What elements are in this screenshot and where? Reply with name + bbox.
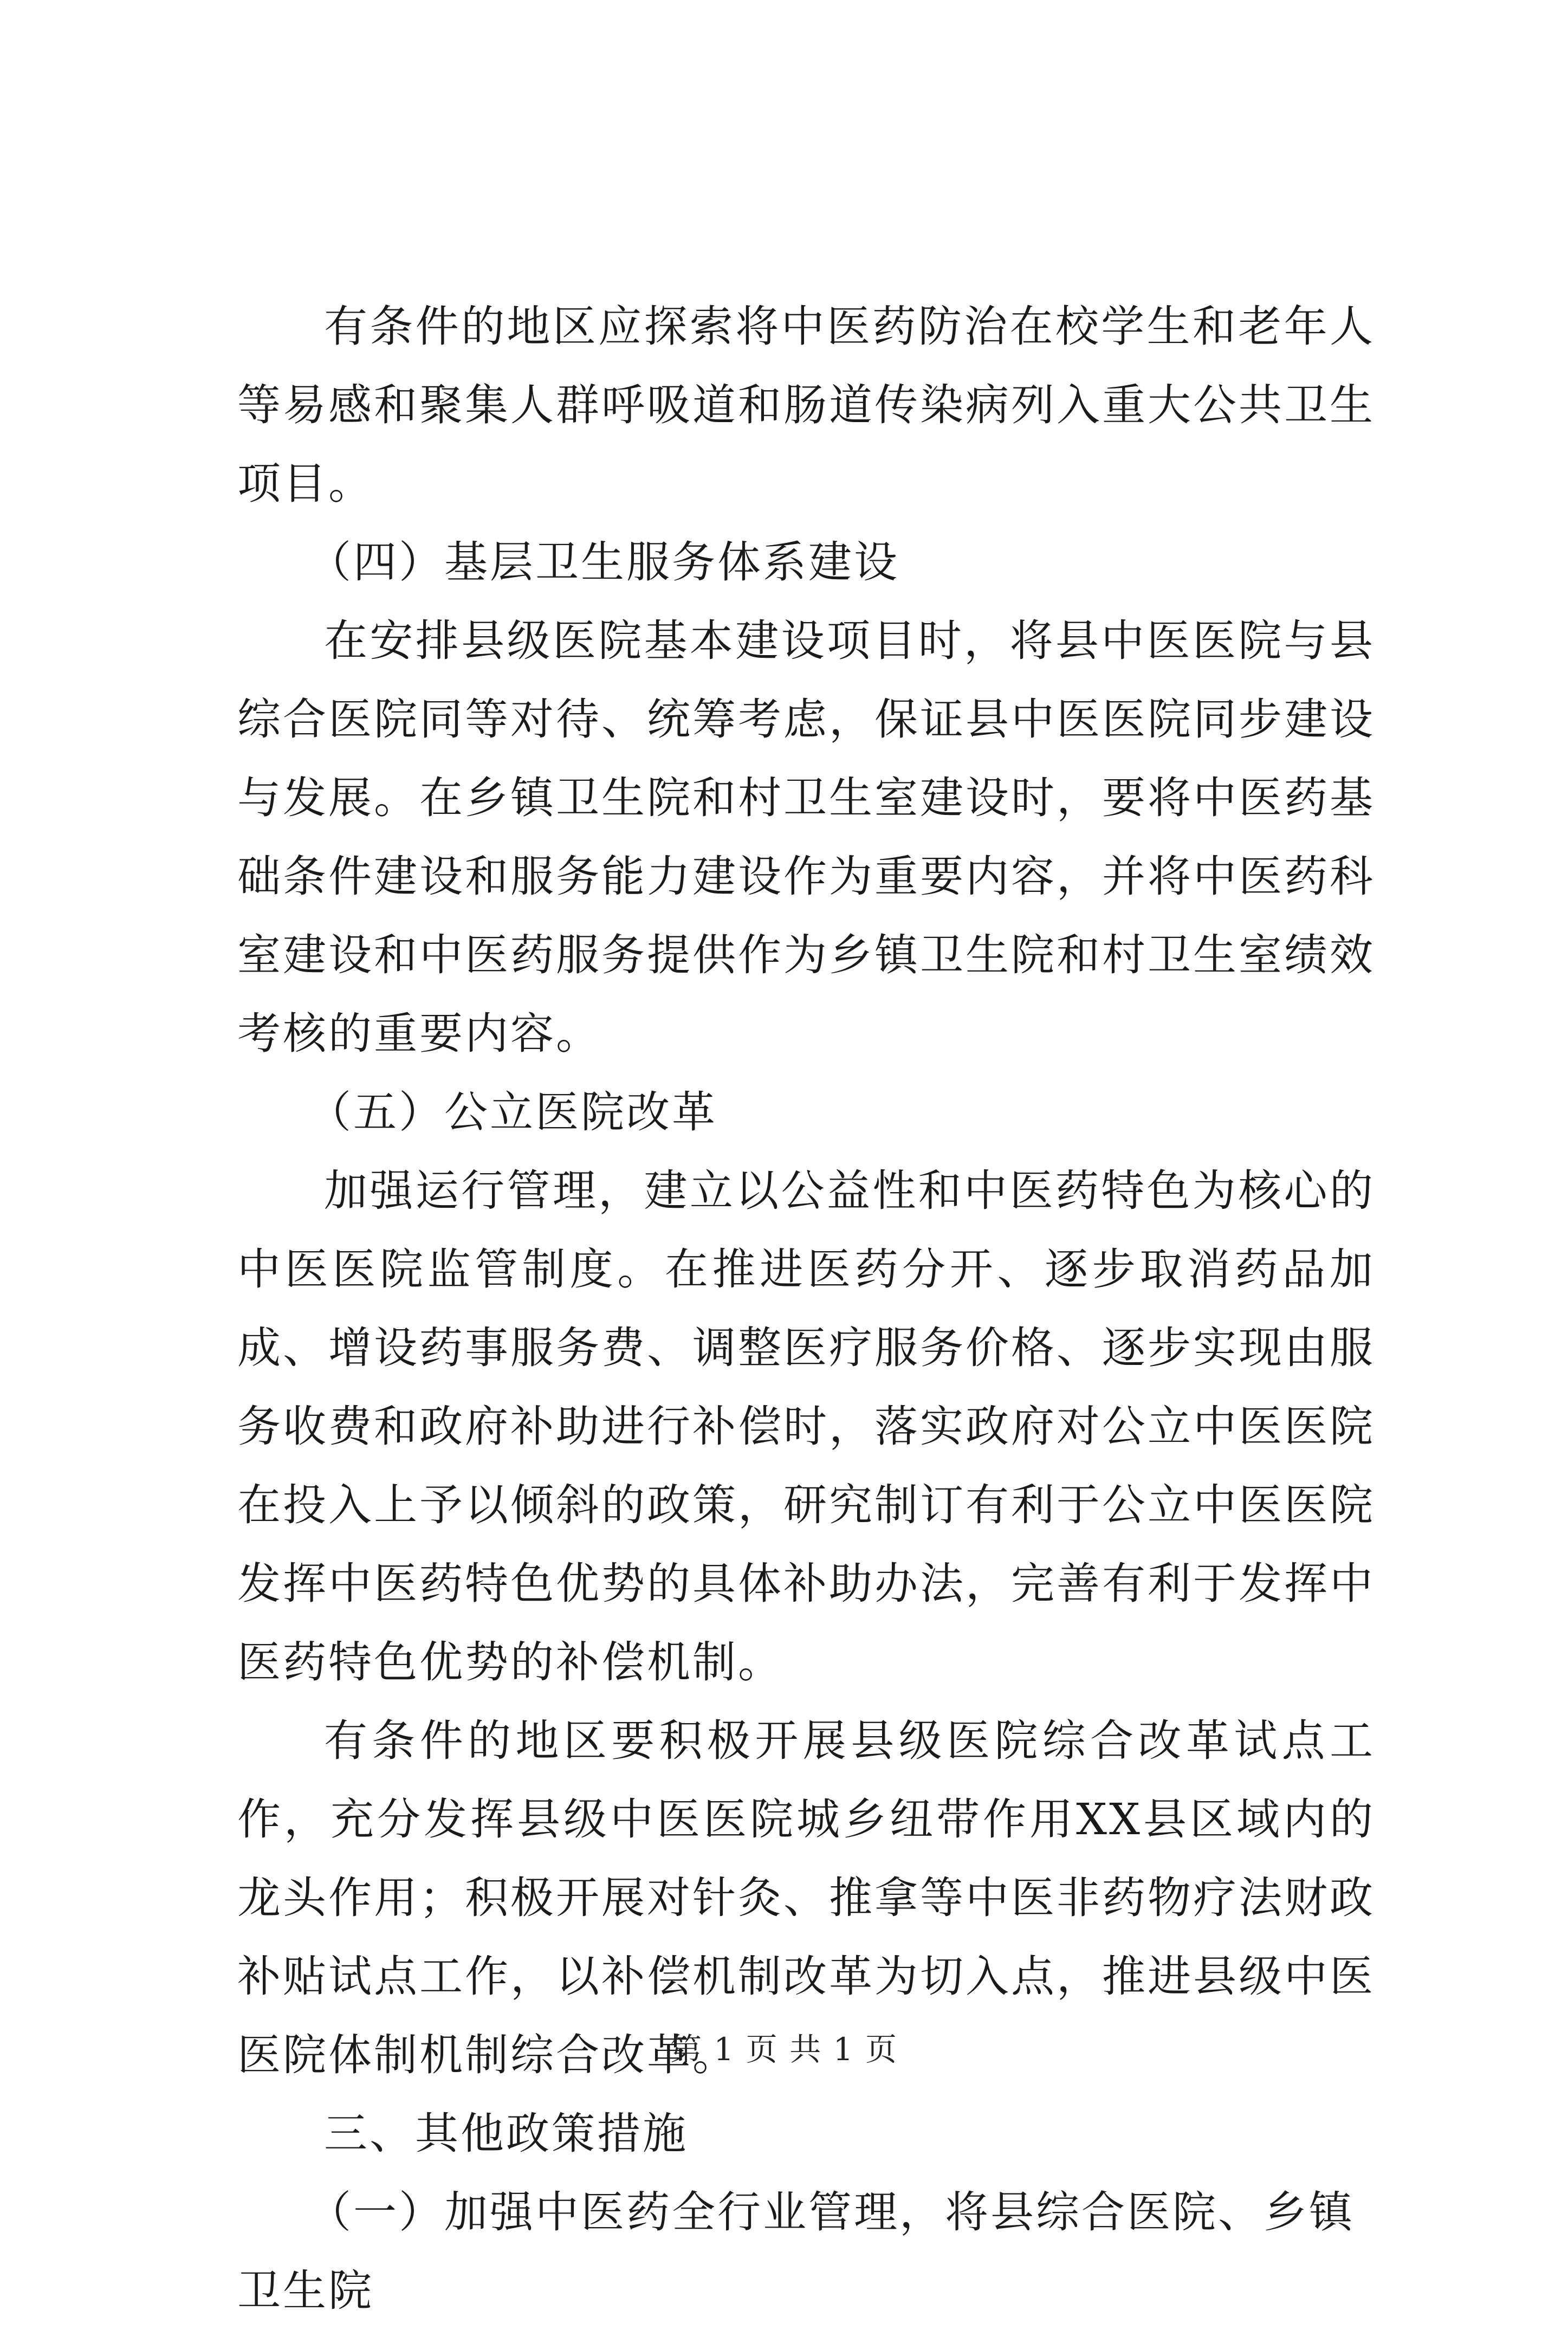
- section-heading-other-policies: 三、其他政策措施: [324, 2108, 688, 2159]
- paragraph-operation-management: 加强运行管理，建立以公益性和中医药特色为核心的中医医院监管制度。在推进医药分开、逐步取消药品加成、增设药事服务费、调整医疗服务价格、逐步实现由服务收费和政府补助进行补偿时，落实政府对公立中医医院在投入上予以倾斜的政策，研究制订有利于公立中医医院发挥中医药特色优势的具体补助办法，完善有利于发挥中医药特色优势的补偿机制。: [237, 1166, 1375, 1687]
- paragraph-public-health: 有条件的地区应探索将中医药防治在校学生和老年人等易感和聚集人群呼吸道和肠道传染病列入重大公共卫生项目。: [237, 301, 1375, 509]
- section-heading-grassroots: （四）基层卫生服务体系建设: [308, 537, 899, 587]
- section-heading-public-hospital-reform: （五）公立医院改革: [308, 1087, 717, 1137]
- paragraph-industry-management: （一）加强中医药全行业管理，将县综合医院、乡镇卫生院: [237, 2187, 1355, 2316]
- paragraph-county-hospital-construction: 在安排县级医院基本建设项目时，将县中医医院与县综合医院同等对待、统筹考虑，保证县中医医院同步建设与发展。在乡镇卫生院和村卫生室建设时，要将中医药基础条件建设和服务能力建设作为重要内容，并将中医药科室建设和中医药服务提供作为乡镇卫生院和村卫生室绩效考核的重要内容。: [237, 616, 1375, 1059]
- page-footer: 第 1 页 共 1 页: [670, 2031, 898, 2068]
- paragraph-pilot-reform: 有条件的地区要积极开展县级医院综合改革试点工作，充分发挥县级中医医院城乡纽带作用XX县区域内的龙头作用；积极开展对针灸、推拿等中医非药物疗法财政补贴试点工作，以补偿机制改革为切入点，推进县级中医医院体制机制综合改革。: [237, 1716, 1375, 2080]
